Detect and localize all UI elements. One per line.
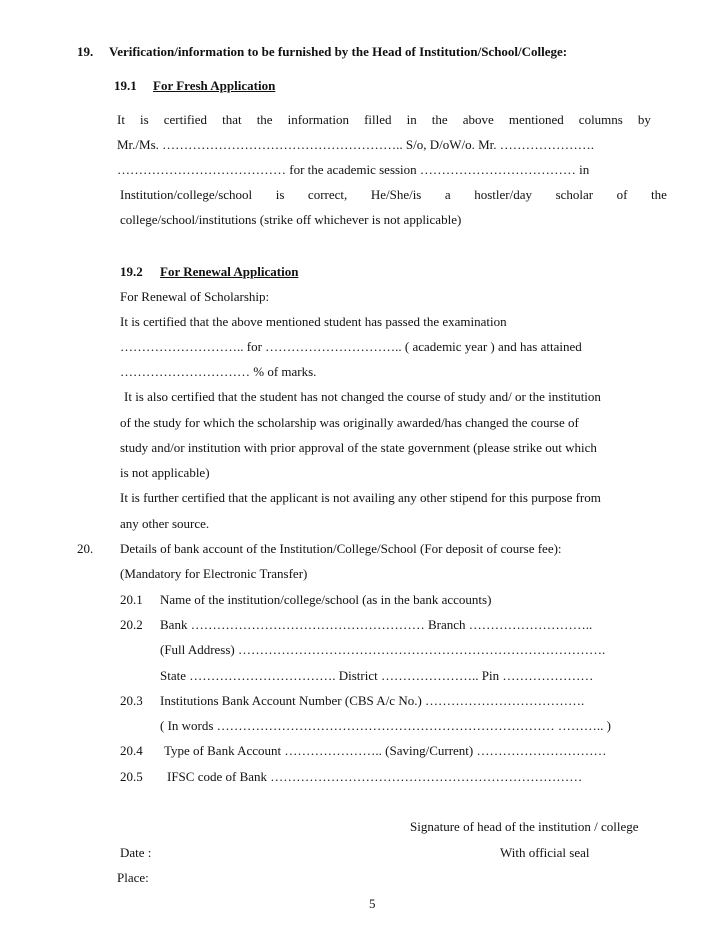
section-20-number: 20. (77, 541, 94, 556)
item-20-4-text: Type of Bank Account ………………….. (Saving/Current) ………………………… (164, 743, 607, 758)
word: He/She/is (370, 187, 422, 202)
section-20-subtitle: (Mandatory for Electronic Transfer) (120, 566, 308, 581)
renewal-line-4: ………………………… % of marks. (120, 364, 317, 379)
renewal-line-6: of the study for which the scholarship was originally awarded/has changed the course of (120, 415, 579, 430)
word: that (222, 112, 242, 127)
word: mentioned (508, 112, 564, 127)
word: in (406, 112, 417, 127)
section-19-1-number: 19.1 (114, 78, 137, 93)
place-label: Place: (117, 870, 149, 885)
word: the (431, 112, 448, 127)
renewal-line-9: It is further certified that the applicant is not availing any other stipend for this purpose from (120, 490, 601, 505)
signature-label: Signature of head of the institution / college (410, 819, 639, 834)
item-20-5-text: IFSC code of Bank ……………………………………………………………… (167, 769, 583, 784)
word: hostler/day (474, 187, 533, 202)
fresh-paragraph-line-3: ………………………………… for the academic session ……………………………… in (117, 162, 590, 177)
renewal-line-2: It is certified that the above mentioned student has passed the examination (120, 314, 507, 329)
renewal-line-1: For Renewal of Scholarship: (120, 289, 270, 304)
word: Institution/college/school (120, 187, 253, 202)
word: is (275, 187, 285, 202)
page-number: 5 (369, 896, 376, 911)
renewal-line-3: ……………………….. for ………………………….. ( academic year ) and has attained (120, 339, 582, 354)
word: filled (364, 112, 392, 127)
section-19-2-heading: For Renewal Application (160, 264, 299, 279)
renewal-line-5: It is also certified that the student has not changed the course of study and/ or the institution (124, 389, 601, 404)
word: certified (163, 112, 208, 127)
word: the (256, 112, 273, 127)
item-20-3-account-line: Institutions Bank Account Number (CBS A/c No.) ………………………………. (160, 693, 585, 708)
section-19-title: Verification/information to be furnished by the Head of Institution/School/College: (109, 44, 568, 59)
word: information (287, 112, 350, 127)
item-20-2-bank-line: Bank ……………………………………………… Branch ……………………….. (160, 617, 593, 632)
item-20-1-number: 20.1 (120, 592, 143, 607)
word: is (140, 112, 149, 127)
word: the (651, 187, 667, 202)
section-20-title: Details of bank account of the Institution/College/School (For deposit of course fee): (120, 541, 562, 556)
word: scholar (555, 187, 594, 202)
word: of (616, 187, 628, 202)
renewal-line-8: is not applicable) (120, 465, 210, 480)
item-20-3-number: 20.3 (120, 693, 143, 708)
word: above (462, 112, 494, 127)
section-19-1-heading: For Fresh Application (153, 78, 276, 93)
section-19-2-number: 19.2 (120, 264, 143, 279)
word: columns (578, 112, 623, 127)
word: correct, (307, 187, 348, 202)
word: a (444, 187, 451, 202)
word: by (637, 112, 651, 127)
fresh-paragraph-line-4 (120, 187, 667, 203)
fresh-paragraph-line-1 (117, 112, 651, 128)
item-20-2-state-line: State ……………………………. District ………………….. Pin ………………… (160, 668, 594, 683)
official-seal-label: With official seal (500, 845, 590, 860)
renewal-line-7: study and/or institution with prior approval of the state government (please strike out which (120, 440, 597, 455)
section-19-number: 19. (77, 44, 94, 59)
fresh-paragraph-line-5: college/school/institutions (strike off whichever is not applicable) (120, 212, 462, 227)
item-20-1-text: Name of the institution/college/school (as in the bank accounts) (160, 592, 492, 607)
item-20-4-number: 20.4 (120, 743, 143, 758)
item-20-2-number: 20.2 (120, 617, 143, 632)
fresh-paragraph-line-2: Mr./Ms. ……………………………………………….. S/o, D/oW/o. Mr. …………………. (117, 137, 595, 152)
item-20-3-words-line: ( In words …………………………………………………………………… ……….. ) (160, 718, 612, 733)
renewal-line-10: any other source. (120, 516, 210, 531)
date-label: Date : (120, 845, 152, 860)
item-20-2-address-line: (Full Address) …………………………………………………………………………. (160, 642, 606, 657)
item-20-5-number: 20.5 (120, 769, 143, 784)
word: It (117, 112, 125, 127)
